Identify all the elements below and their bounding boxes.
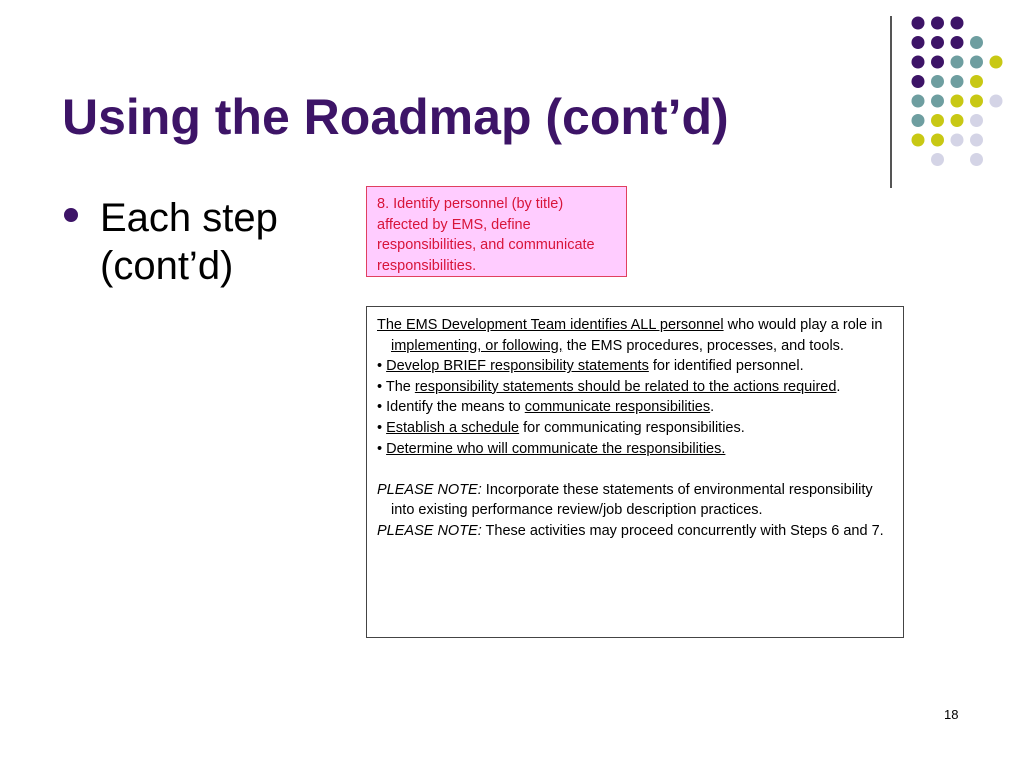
note-label: PLEASE NOTE: (377, 522, 482, 539)
decor-dot (970, 56, 983, 69)
bullet-marker-icon: • (377, 419, 383, 436)
decor-dot (990, 56, 1003, 69)
decor-dot (970, 36, 983, 49)
detail-emphasis: Develop BRIEF responsibility statements (386, 358, 649, 375)
bullet-text: Each step (cont’d) (100, 196, 278, 288)
decor-dot (912, 56, 925, 69)
detail-text: who would play a role in (723, 317, 883, 333)
decor-dot (931, 36, 944, 49)
detail-text: . (710, 399, 715, 416)
detail-bullet-3 (377, 397, 895, 418)
decor-dot (951, 134, 964, 147)
detail-text: The (382, 378, 415, 395)
spacer (377, 459, 895, 480)
decor-dot (912, 134, 925, 147)
decor-dot (970, 134, 983, 147)
detail-text-box (366, 306, 904, 638)
step-callout-text: 8. Identify personnel (by title) affected by EMS, define responsibilities, and communicate responsibilities. (377, 196, 595, 274)
bullet-marker-icon: • (377, 358, 383, 375)
decor-dot (951, 95, 964, 108)
detail-bullet-4 (377, 418, 895, 439)
decor-dot (951, 17, 964, 30)
detail-text: Identify the means to (382, 399, 525, 416)
detail-note-2 (377, 521, 895, 542)
detail-text: . (836, 378, 841, 395)
detail-emphasis: Establish a schedule (386, 419, 520, 436)
decor-dot (951, 114, 964, 127)
detail-bullet-1 (377, 356, 895, 377)
detail-note-1 (377, 480, 895, 521)
decor-dot (951, 36, 964, 49)
decor-dot (912, 17, 925, 30)
detail-bullet-2 (377, 377, 895, 398)
detail-bullet-5 (377, 439, 895, 460)
note-label: PLEASE NOTE: (377, 481, 482, 498)
decor-dot (970, 153, 983, 166)
decor-dot (970, 114, 983, 127)
page-number: 18 (944, 707, 959, 722)
detail-emphasis: implementing, or following, (391, 337, 563, 354)
decor-dot (931, 153, 944, 166)
step-callout-box (366, 186, 627, 277)
detail-text: the EMS procedures, processes, and tools. (562, 337, 844, 354)
decor-dot (912, 36, 925, 49)
decor-dot (912, 75, 925, 88)
detail-paragraph-1 (377, 315, 895, 356)
detail-emphasis: responsibility statements should be related to the actions required (414, 378, 837, 395)
bullet-dot-icon (64, 208, 78, 222)
decor-dot (951, 56, 964, 69)
decor-dot (931, 56, 944, 69)
bullet-marker-icon: • (377, 399, 383, 416)
decor-dot (931, 75, 944, 88)
detail-emphasis: communicate responsibilities (524, 399, 711, 416)
decor-dot (931, 134, 944, 147)
decor-dot (970, 95, 983, 108)
bullet-marker-icon: • (377, 440, 383, 457)
note-text: These activities may proceed concurrently with Steps 6 and 7. (481, 522, 884, 539)
slide-title: Using the Roadmap (cont’d) (62, 89, 729, 145)
detail-text: for identified personnel. (648, 358, 804, 375)
decor-dot (931, 95, 944, 108)
decor-dot (912, 95, 925, 108)
decor-dot (951, 75, 964, 88)
detail-emphasis: Determine who will communicate the responsibilities. (386, 440, 726, 457)
vertical-divider (890, 16, 892, 188)
decor-dot (912, 114, 925, 127)
bullet-marker-icon: • (377, 378, 383, 395)
decor-dot (931, 114, 944, 127)
decor-dot (970, 75, 983, 88)
decor-dot (990, 95, 1003, 108)
note-text: Incorporate these statements of environmental responsibility into existing performance review/job description practices. (391, 481, 873, 519)
detail-emphasis: The EMS Development Team identifies ALL personnel (377, 317, 724, 333)
decor-dot (931, 17, 944, 30)
detail-text: for communicating responsibilities. (519, 419, 745, 436)
